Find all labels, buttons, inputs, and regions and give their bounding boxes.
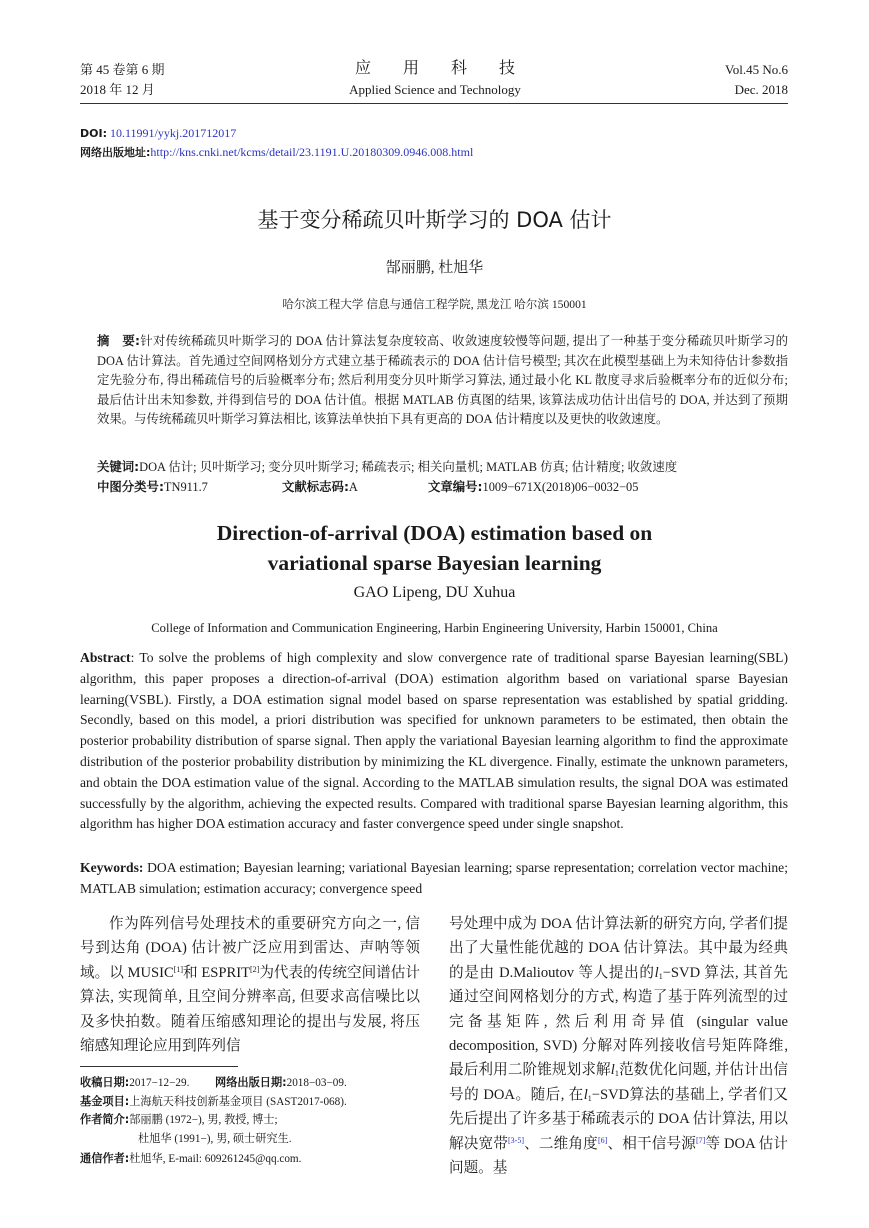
volume-en: Vol.45 No.6 <box>725 62 788 77</box>
authors-cn: 郜丽鹏, 杜旭华 <box>385 260 484 276</box>
footnote-rule <box>80 1066 238 1067</box>
received-value: 2017−12−29. <box>129 1077 190 1089</box>
online-address-link[interactable]: http://kns.cnki.net/kcms/detail/23.1191.U.20180309.0946.008.html <box>150 145 474 159</box>
corresponding-value: 杜旭华, E-mail: 609261245@qq.com. <box>129 1153 302 1166</box>
clc-label: 中图分类号: <box>97 479 164 494</box>
keywords-cn-text: DOA 估计; 贝叶斯学习; 变分贝叶斯学习; 稀疏表示; 相关向量机; MATLAB 仿真; 估计精度; 收敛速度 <box>139 460 678 474</box>
doi-label: DOI: <box>80 127 107 140</box>
body-left-text-1: 作为阵列信号处理技术的重要研究方向之一, 信号到达角 (DOA) 估计被广泛应用到雷达、声呐等领域。以 MUSIC <box>80 916 420 981</box>
received-label: 收稿日期: <box>80 1076 130 1089</box>
body-right-text-7: 等 DOA 估计问题。基 <box>449 1135 788 1177</box>
header-right <box>725 60 788 100</box>
date-cn: 2018 年 12 月 <box>80 82 155 97</box>
doi-line <box>80 124 236 143</box>
title-en-line1: Direction-of-arrival (DOA) estimation based on <box>216 521 653 545</box>
online-pub-value: 2018−03−09. <box>286 1077 347 1089</box>
ref-3-5[interactable]: [3-5] <box>508 1135 525 1145</box>
l1-norm-symbol-2: l <box>610 1062 615 1079</box>
volume-cn: 第 45 卷第 6 期 <box>80 62 165 77</box>
body-left-text-3: 为代表的传统空间谱估计算法, 实现简单, 且空间分辨率高, 但要求高信噪比以及多快拍数。随着压缩感知理论的提出与发展, 将压缩感知理论应用到阵列信 <box>80 964 420 1055</box>
body-left-column <box>80 912 420 1058</box>
doi-link[interactable]: 10.11991/yykj.201712017 <box>109 126 237 140</box>
abstract-cn-label: 摘 要: <box>97 333 140 348</box>
title-cn: 基于变分稀疏贝叶斯学习的 DOA 估计 <box>257 208 612 232</box>
abstract-cn <box>97 331 788 430</box>
keywords-en <box>80 858 788 900</box>
received-date-line <box>80 1074 425 1093</box>
clc-number <box>97 477 208 498</box>
document-code-value: A <box>348 480 358 494</box>
journal-name-en: Applied Science and Technology <box>349 82 521 97</box>
journal-name-cn: 应 用 科 技 <box>354 60 515 77</box>
ref-6[interactable]: [6] <box>597 1135 608 1145</box>
article-number-label: 文章编号: <box>428 479 483 494</box>
affiliation-en: College of Information and Communication Engineering, Harbin Engineering University, Harbin 150001, China <box>151 621 718 635</box>
author-bio-line <box>80 1111 425 1130</box>
funding-line <box>80 1093 425 1112</box>
ref-1[interactable]: [1] <box>173 964 184 974</box>
l1-norm-symbol-3: l <box>583 1086 588 1103</box>
funding-value: 上海航天科技创新基金项目 (SAST2017-068). <box>129 1095 347 1108</box>
abstract-en-label: Abstract <box>80 650 131 665</box>
clc-value: TN911.7 <box>163 480 208 494</box>
author-bio-2: 杜旭华 (1991−), 男, 硕士研究生. <box>138 1132 292 1145</box>
document-code <box>282 477 358 498</box>
header-center <box>280 58 590 100</box>
ref-7[interactable]: [7] <box>695 1135 706 1145</box>
ref-2[interactable]: [2] <box>249 964 260 974</box>
document-code-label: 文献标志码: <box>282 479 349 494</box>
corresponding-line <box>80 1150 425 1169</box>
abstract-en <box>80 648 788 835</box>
online-address-label: 网络出版地址: <box>80 146 151 159</box>
header-rule <box>80 103 788 104</box>
l1-norm-subscript-3: 1 <box>587 1093 592 1103</box>
abstract-en-text: : To solve the problems of high complexity and slow convergence rate of traditional sparse Bayesian learning(SBL) algorithm, this paper proposes a direction-of-arrival (DOA) estimation algorithm based on variational sparse Bayesian learning(VSBL). Firstly, a DOA estimation signal model based on sparse representation was established by spatial gridding. Secondly, based on this model, a priori distribution was specified for unknown parameters to be estimated, then obtain the posterior probability distribution of sparse signal. Then apply the variational Bayesian learning algorithm to find the approximate distribution of the posterior probability distribution by minimizing the KL divergence. Finally, estimate the unknown parameters, and obtain the DOA estimation value of the signal. According to the MATLAB simulation results, the signal DOA was estimated successfully by the algorithm, achieving the expected results. Compared with traditional sparse Bayesian learning algorithm, this algorithm has higher DOA estimation accuracy and faster convergence speed under single snapshot. <box>80 650 788 832</box>
title-en <box>0 518 869 578</box>
classification-row <box>97 477 788 497</box>
affiliation-cn: 哈尔滨工程大学 信息与通信工程学院, 黑龙江 哈尔滨 150001 <box>282 298 587 311</box>
abstract-cn-text: 针对传统稀疏贝叶斯学习的 DOA 估计算法复杂度较高、收敛速度较慢等问题, 提出了一种基于变分稀疏贝叶斯学习的 DOA 估计算法。首先通过空间网格划分方式建立基于稀疏表示的 DOA 估计信号模型; 其次在此模型基础上为未知待估计参数指定先验分布, 得出稀疏信号的后验概率分布; 然后利用变分贝叶斯学习算法, 通过最小化 KL 散度寻求后验概率分布的近似分布; 最后估计出未知参数, 并得到信号的 DOA 估计值。根据 MATLAB 仿真图的结果, 该算法成功估计出信号的 DOA, 并达到了预期效果。与传统稀疏贝叶斯学习算法相比, 该算法单快拍下具有更高的 DOA 估计精度以及更快的收敛速度。 <box>97 334 788 427</box>
author-bio-label: 作者简介: <box>80 1113 130 1127</box>
author-bio-1: 郜丽鹏 (1972−), 男, 教授, 博士; <box>129 1114 278 1127</box>
keywords-cn <box>97 457 788 478</box>
keywords-cn-label: 关键词: <box>97 459 140 474</box>
online-address-line <box>80 143 473 162</box>
header-left <box>80 60 165 100</box>
l1-norm-subscript-2: 1 <box>614 1069 619 1079</box>
corresponding-label: 通信作者: <box>80 1152 130 1166</box>
body-right-text-2: −SVD 算法, 其首先通过空间网格划分的方式, 构造了基于阵列流型的过完备基矩阵, 然后利用奇异值 (singular value decomposition, SVD) 分解对阵列接收信号矩阵降维, 最后利用二阶锥规划求解 <box>449 964 788 1079</box>
body-right-text-3: 范数优化问题, 并估计出信号的 DOA。随后, 在 <box>449 1062 788 1103</box>
l1-norm-subscript-1: 1 <box>658 971 663 981</box>
article-number-value: 1009−671X(2018)06−0032−05 <box>482 480 639 494</box>
funding-label: 基金项目: <box>80 1094 130 1108</box>
article-number <box>428 477 638 498</box>
footnotes <box>80 1074 425 1169</box>
authors-en: GAO Lipeng, DU Xuhua <box>353 584 516 601</box>
body-right-text-4: −SVD算法的基础上, 学者们又先后提出了许多基于稀疏表示的 DOA 估计算法, 用以解决宽带 <box>449 1086 788 1152</box>
keywords-en-text: DOA estimation; Bayesian learning; variational Bayesian learning; sparse representation; correlation vector machine; MATLAB simulation; estimation accuracy; convergence speed <box>80 860 788 896</box>
body-right-text-6: 、相干信号源 <box>607 1135 696 1152</box>
date-en: Dec. 2018 <box>734 82 788 97</box>
body-right-text-5: 、二维角度 <box>524 1135 598 1152</box>
title-en-line2: variational sparse Bayesian learning <box>267 551 602 575</box>
body-right-text-1: 号处理中成为 DOA 估计算法新的研究方向, 学者们提出了大量性能优越的 DOA 估计算法。其中最为经典的是由 D.Malioutov 等人提出的 <box>449 916 788 981</box>
keywords-en-label: Keywords: <box>80 860 144 875</box>
body-right-column <box>449 912 788 1180</box>
l1-norm-symbol-1: l <box>654 964 659 981</box>
online-pub-label: 网络出版日期: <box>215 1076 287 1089</box>
body-left-text-2: 和 ESPRIT <box>183 964 250 981</box>
